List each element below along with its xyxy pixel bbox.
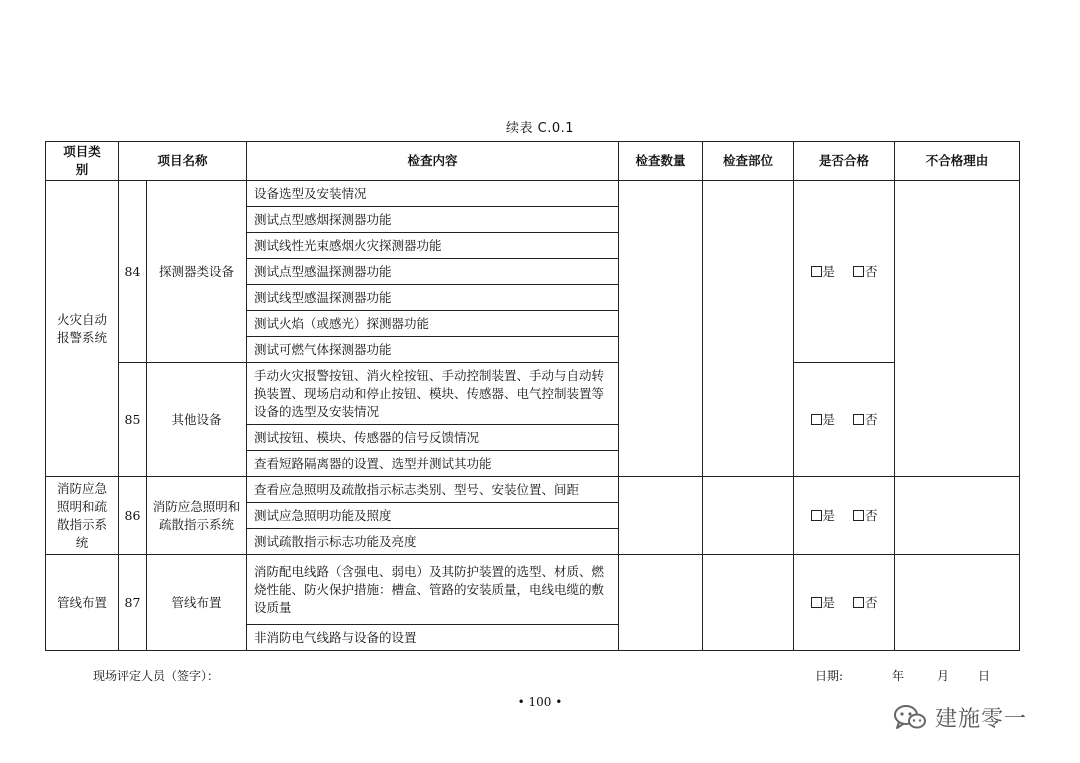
category-cell: 管线布置 — [46, 555, 119, 651]
header-category: 项目类别 — [46, 142, 119, 181]
header-qty: 检查数量 — [619, 142, 703, 181]
check-content: 查看应急照明及疏散指示标志类别、型号、安装位置、间距 — [247, 477, 619, 503]
item-name: 消防应急照明和疏散指示系统 — [147, 477, 247, 555]
yes-checkbox[interactable] — [811, 597, 822, 608]
reason-cell[interactable] — [895, 181, 1020, 477]
month-label: 月 — [937, 669, 950, 683]
check-content: 测试点型感温探测器功能 — [247, 259, 619, 285]
table-row — [46, 181, 1020, 207]
table-row — [46, 555, 1020, 625]
pass-cell — [794, 555, 895, 651]
page-number: • 100 • — [517, 695, 563, 709]
reason-cell[interactable] — [895, 555, 1020, 651]
day-label: 日 — [978, 669, 991, 683]
no-checkbox[interactable] — [853, 266, 864, 277]
yes-label: 是 — [822, 411, 836, 427]
qty-cell[interactable] — [619, 555, 703, 651]
pass-cell — [794, 477, 895, 555]
yes-label: 是 — [822, 263, 836, 279]
watermark-text: 建施零一 — [935, 706, 1028, 732]
check-content: 测试点型感烟探测器功能 — [247, 207, 619, 233]
table-row — [46, 477, 1020, 503]
table-row — [46, 363, 1020, 425]
check-content: 查看短路隔离器的设置、选型并测试其功能 — [247, 451, 619, 477]
yes-checkbox[interactable] — [811, 510, 822, 521]
item-name: 探测器类设备 — [147, 181, 247, 363]
item-number: 86 — [119, 477, 147, 555]
item-name: 其他设备 — [147, 363, 247, 477]
date-label: 日期: — [815, 669, 844, 683]
qty-cell[interactable] — [619, 477, 703, 555]
check-content: 测试疏散指示标志功能及亮度 — [247, 529, 619, 555]
qty-cell[interactable] — [619, 181, 703, 477]
no-checkbox[interactable] — [853, 597, 864, 608]
year-label: 年 — [892, 669, 905, 683]
category-cell: 火灾自动报警系统 — [46, 181, 119, 477]
inspection-table — [45, 141, 1020, 651]
header-pass: 是否合格 — [794, 142, 895, 181]
no-label: 否 — [865, 594, 878, 610]
reason-cell[interactable] — [895, 477, 1020, 555]
item-number: 85 — [119, 363, 147, 477]
no-checkbox[interactable] — [853, 510, 864, 521]
pass-cell — [794, 181, 895, 363]
header-name: 项目名称 — [119, 142, 247, 181]
location-cell[interactable] — [703, 477, 794, 555]
check-content: 测试按钮、模块、传感器的信号反馈情况 — [247, 425, 619, 451]
location-cell[interactable] — [703, 181, 794, 477]
yes-label: 是 — [822, 507, 836, 523]
yes-checkbox[interactable] — [811, 414, 822, 425]
evaluator-signature-label: 现场评定人员（签字）： — [93, 669, 220, 683]
category-cell: 消防应急照明和疏散指示系统 — [46, 477, 119, 555]
no-label: 否 — [865, 507, 878, 523]
check-content: 消防配电线路（含强电、弱电）及其防护装置的选型、材质、燃烧性能、防火保护措施：槽盒、管路的安装质量，电线电缆的敷设质量 — [247, 555, 619, 625]
item-number: 84 — [119, 181, 147, 363]
no-checkbox[interactable] — [853, 414, 864, 425]
header-content: 检查内容 — [247, 142, 619, 181]
header-reason: 不合格理由 — [895, 142, 1020, 181]
check-content: 非消防电气线路与设备的设置 — [247, 625, 619, 651]
check-content: 测试线性光束感烟火灾探测器功能 — [247, 233, 619, 259]
yes-label: 是 — [822, 594, 836, 610]
check-content: 测试线型感温探测器功能 — [247, 285, 619, 311]
location-cell[interactable] — [703, 555, 794, 651]
check-content: 测试可燃气体探测器功能 — [247, 337, 619, 363]
no-label: 否 — [865, 263, 878, 279]
yes-checkbox[interactable] — [811, 266, 822, 277]
table-header-row — [46, 142, 1020, 181]
header-location: 检查部位 — [703, 142, 794, 181]
check-content: 测试应急照明功能及照度 — [247, 503, 619, 529]
no-label: 否 — [865, 411, 878, 427]
wechat-icon — [893, 703, 927, 731]
item-name: 管线布置 — [147, 555, 247, 651]
table-caption: 续表 C.0.1 — [505, 121, 575, 136]
pass-cell — [794, 363, 895, 477]
item-number: 87 — [119, 555, 147, 651]
check-content: 测试火焰（或感光）探测器功能 — [247, 311, 619, 337]
check-content: 设备选型及安装情况 — [247, 181, 619, 207]
check-content: 手动火灾报警按钮、消火栓按钮、手动控制装置、手动与自动转换装置、现场启动和停止按钮、模块、传感器、电气控制装置等设备的选型及安装情况 — [247, 363, 619, 425]
watermark — [893, 700, 1053, 734]
